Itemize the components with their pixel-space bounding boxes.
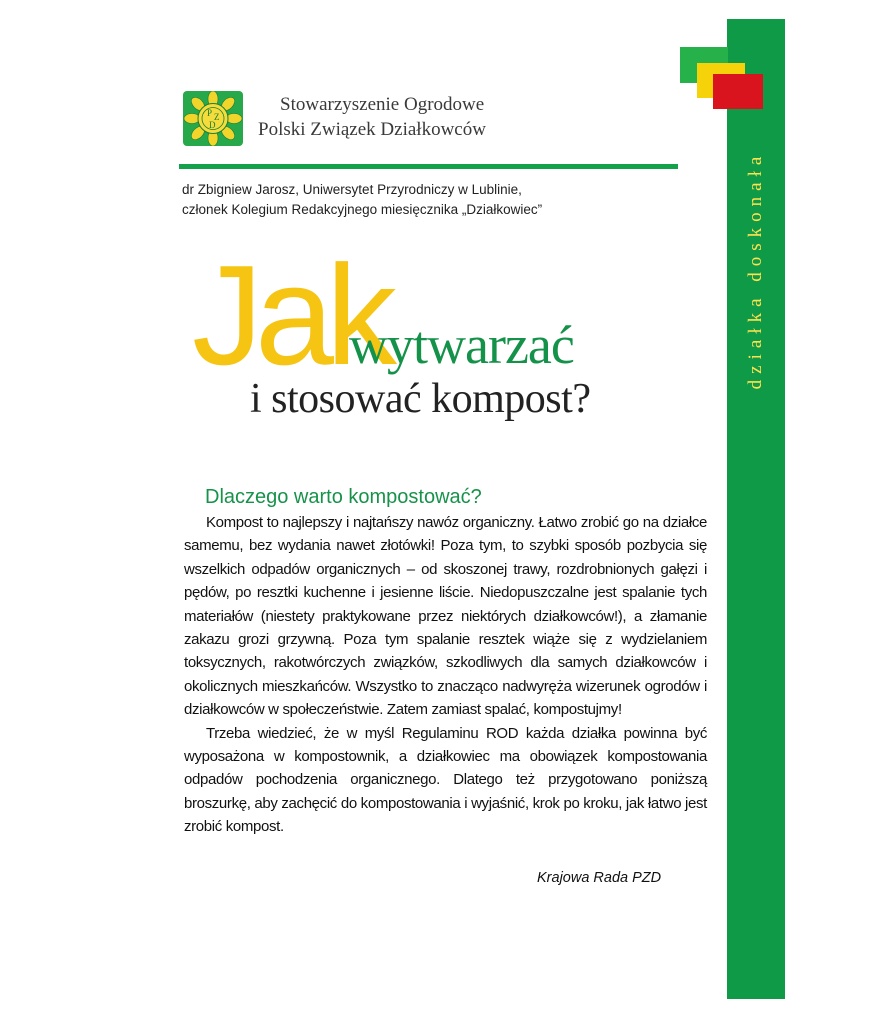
paragraph-1: Kompost to najlepszy i najtańszy nawóz organiczny. Łatwo zrobić go na działce samemu, bez wydania nawet złotówki! Poza tym, to szybki sposób pozbycia się wszelkich odpadów organicznych – od skoszonej trawy, rozdrobnionych gałęzi i pędów, po resztki kuchenne i jesienne liście. Niedopuszczalne jest spalanie tych materiałów (niestety praktykowane przez niektórych działkowców!), a złamanie zakazu grozi grzywną. Poza tym spalanie resztek wiąże się z wydzielaniem toksycznych, rakotwórczych związków, szkodliwych dla samych działkowców i okolicznych mieszkańców. Wszystko to znacząco nadwyręża wizerunek ogrodów i działkowców w społeczeństwie. Zatem zamiast spalać, kompostujmy!: [184, 514, 707, 719]
org-line-2: Polski Związek Działkowców: [258, 119, 486, 140]
svg-text:D: D: [209, 120, 216, 130]
section-heading: Dlaczego warto kompostować?: [205, 486, 482, 508]
author-line-1: dr Zbigniew Jarosz, Uniwersytet Przyrodniczy w Lublinie,: [182, 182, 522, 197]
pzd-logo-icon: [183, 91, 243, 146]
svg-text:P: P: [207, 108, 213, 118]
organization-name: [258, 92, 486, 142]
signature: Krajowa Rada PZD: [537, 870, 662, 886]
svg-text:Z: Z: [214, 112, 220, 122]
title-wytwarzac: wytwarzać: [349, 315, 574, 375]
org-line-1: Stowarzyszenie Ogrodowe: [280, 94, 485, 115]
side-label: działka doskonała: [745, 150, 766, 390]
title-jak: Jak: [192, 236, 389, 395]
author-line-2: członek Kolegium Redakcyjnego miesięcznika „Działkowiec”: [182, 202, 543, 217]
paragraph-2: Trzeba wiedzieć, że w myśl Regulaminu ROD każda działka powinna być wyposażona w kompostownik, a działkowiec ma obowiązek kompostowania odpadów pochodzenia organicznego. Dlatego też przygotowano poniższą broszurkę, aby zachęcić do kompostowania i wyjaśnić, krok po kroku, jak łatwo jest zrobić kompost.: [184, 724, 707, 836]
title-subtitle: i stosować kompost?: [250, 376, 591, 422]
article-body: [184, 511, 707, 839]
header-divider: [179, 164, 678, 169]
author-credit: [182, 180, 662, 220]
accent-square-red: [713, 74, 763, 109]
